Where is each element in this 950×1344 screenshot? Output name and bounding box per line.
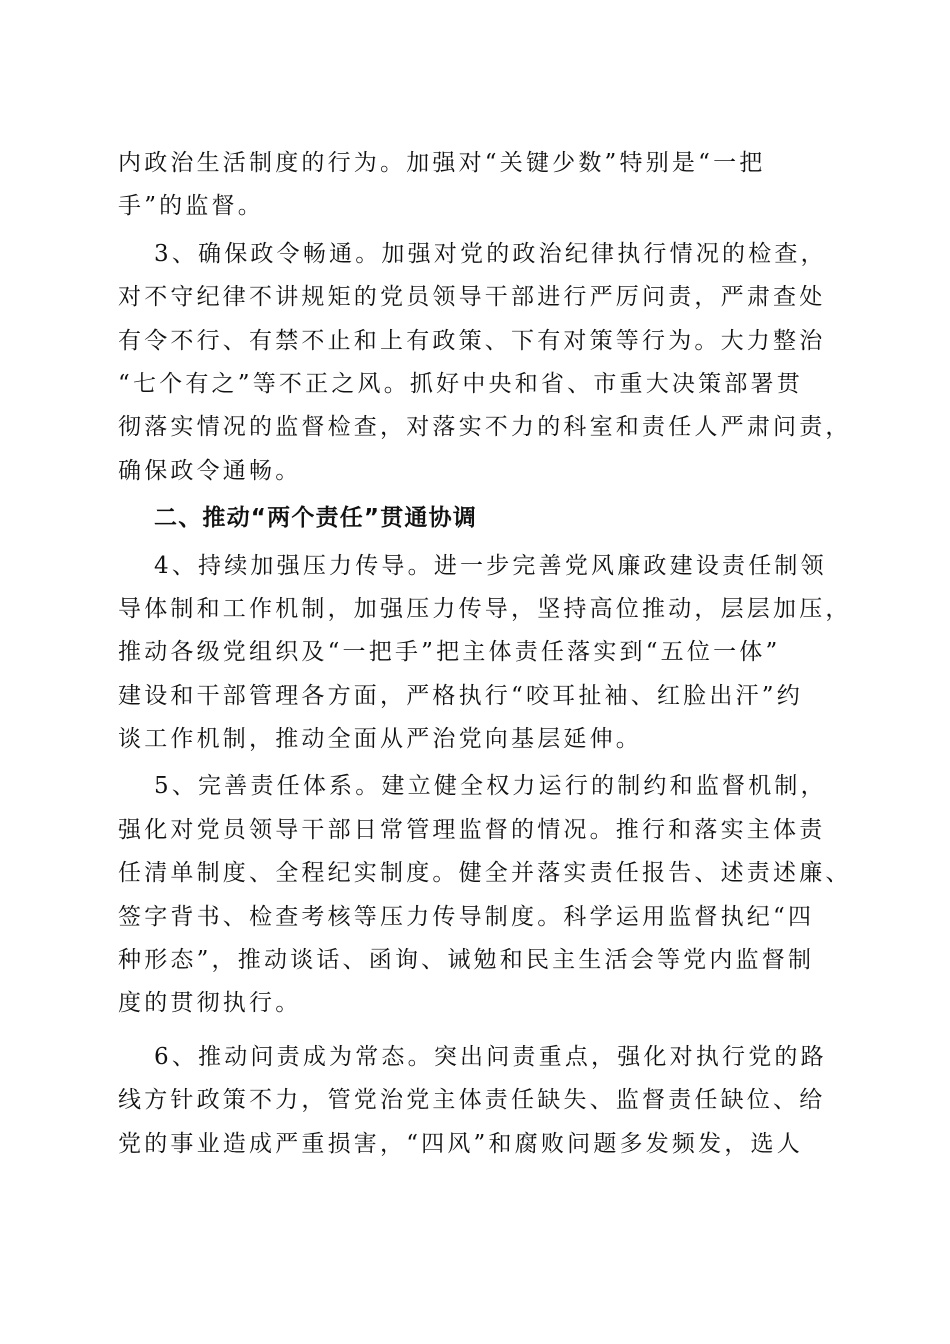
paragraph-item-3 xyxy=(118,233,852,493)
text-line: 强化对党员领导干部日常管理监督的情况。推行和落实主体责 xyxy=(118,816,826,843)
text-line: 6、推动问责成为常态。突出问责重点，强化对执行党的路 xyxy=(154,1043,827,1070)
text-line: 对不守纪律不讲规矩的党员领导干部进行严厉问责，严肃查处 xyxy=(118,284,826,311)
text-line: 手”的监督。 xyxy=(118,193,264,220)
paragraph-continuation xyxy=(118,142,830,229)
text-line: 谈工作机制，推动全面从严治党向基层延伸。 xyxy=(118,726,642,753)
text-line: 党的事业造成严重损害，“四风”和腐败问题多发频发，选人 xyxy=(118,1130,803,1157)
text-line: 种形态”，推动谈话、函询、诫勉和民主生活会等党内监督制 xyxy=(118,947,815,974)
text-line: 推动各级党组织及“一把手”把主体责任落实到“五位一体” xyxy=(118,639,781,666)
text-line: 导体制和工作机制，加强压力传导，坚持高位推动，层层加压， xyxy=(118,595,852,622)
paragraph-item-5 xyxy=(118,765,852,1025)
section-heading-text: 二、推动“两个责任”贯通协调 xyxy=(154,505,478,532)
text-line: 签字背书、检查考核等压力传导制度。科学运用监督执纪“四 xyxy=(118,903,815,930)
text-line: 确保政令通畅。 xyxy=(118,457,302,484)
text-line: 度的贯彻执行。 xyxy=(118,990,302,1017)
text-line: 4、持续加强压力传导。进一步完善党风廉政建设责任制领 xyxy=(154,552,827,579)
paragraph-item-4 xyxy=(118,545,852,762)
text-line: “七个有之”等不正之风。抓好中央和省、市重大决策部署贯 xyxy=(118,370,803,397)
text-line: 线方针政策不力，管党治党主体责任缺失、监督责任缺位、给 xyxy=(118,1087,826,1114)
document-body xyxy=(118,142,852,1166)
text-line: 5、完善责任体系。建立健全权力运行的制约和监督机制， xyxy=(154,773,827,800)
section-heading xyxy=(118,497,830,540)
text-line: 建设和干部管理各方面，严格执行“咬耳扯袖、红脸出汗”约 xyxy=(118,682,803,709)
text-line: 彻落实情况的监督检查，对落实不力的科室和责任人严肃问责， xyxy=(118,414,852,441)
paragraph-item-6 xyxy=(118,1036,830,1166)
text-line: 内政治生活制度的行为。加强对“关键少数”特别是“一把 xyxy=(118,150,766,176)
text-line: 有令不行、有禁不止和上有政策、下有对策等行为。大力整治 xyxy=(118,327,826,354)
text-line: 任清单制度、全程纪实制度。健全并落实责任报告、述责述廉、 xyxy=(118,860,852,887)
text-line: 3、确保政令畅通。加强对党的政治纪律执行情况的检查， xyxy=(154,240,827,267)
